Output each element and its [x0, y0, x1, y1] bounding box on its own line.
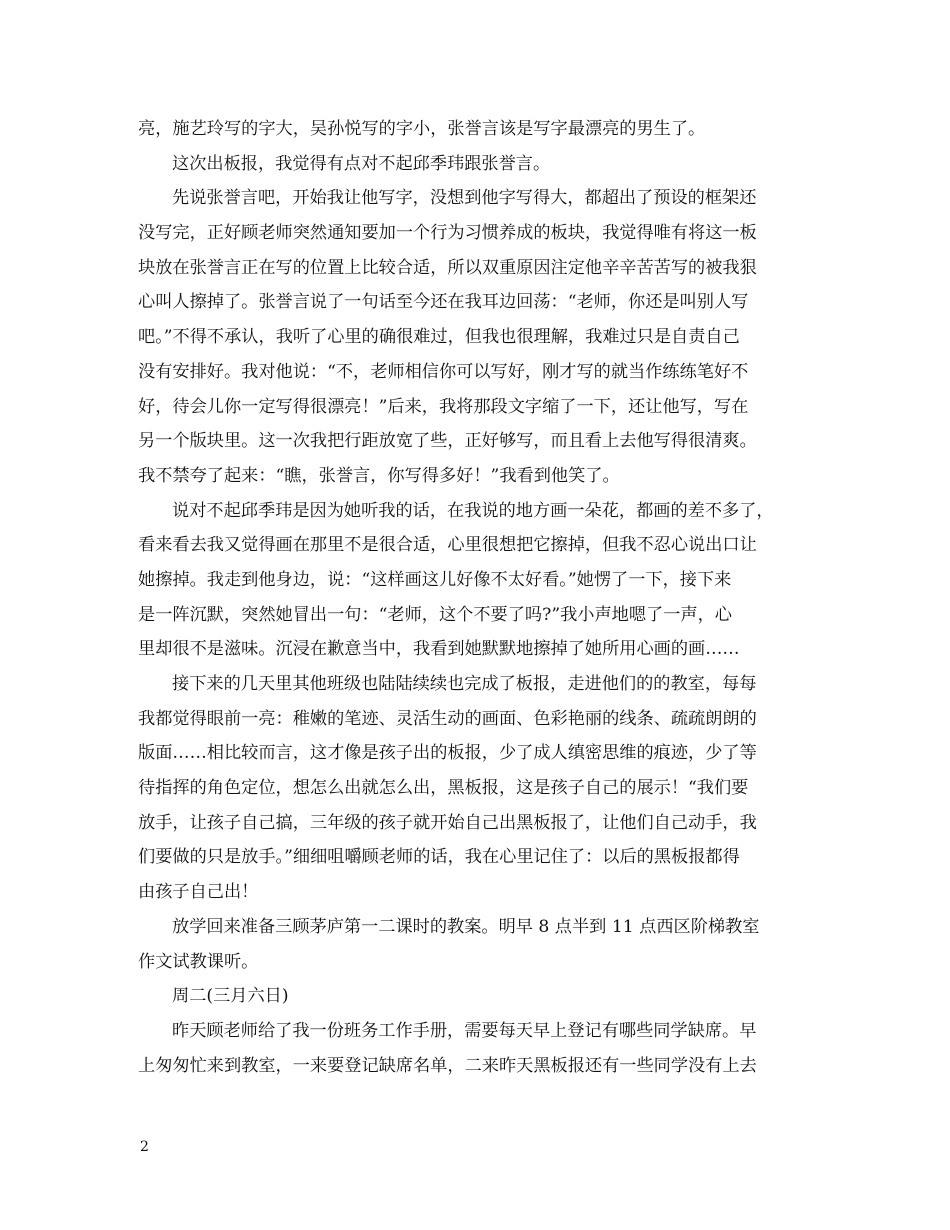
- body-text: [138, 112, 828, 1083]
- text-line: 作文试教课听。: [138, 951, 259, 972]
- text-line: 版面……相比较而言，这才像是孩子出的板报，少了成人缜密思维的痕迹，少了等: [138, 743, 757, 764]
- text-line: 我不禁夸了起来：“瞧，张誉言，你写得多好！”我看到他笑了。: [138, 465, 620, 486]
- text-line: 放手，让孩子自己搞，三年级的孩子就开始自己出黑板报了，让他们自己动手，我: [138, 812, 757, 833]
- text-line: 我都觉得眼前一亮：稚嫩的笔迹、灵活生动的画面、色彩艳丽的线条、疏疏朗朗的: [138, 708, 757, 729]
- text-line: 上匆匆忙来到教室，一来要登记缺席名单，二来昨天黑板报还有一些同学没有上去: [138, 1055, 757, 1076]
- text-line: 没写完，正好顾老师突然通知要加一个行为习惯养成的板块，我觉得唯有将这一板: [138, 223, 757, 244]
- text-line: 心叫人擦掉了。张誉言说了一句话至今还在我耳边回荡：“老师，你还是叫别人写: [138, 292, 749, 313]
- text-line: 她擦掉。我走到他身边，说：“这样画这儿好像不太好看。”她愣了一下，接下来: [138, 569, 732, 590]
- text-line: 没有安排好。我对他说：“不，老师相信你可以写好，刚才写的就当作练练笔好不: [138, 361, 749, 382]
- page-number: 2: [140, 1139, 149, 1155]
- text-line: 放学回来准备三顾茅庐第一二课时的教案。明早 8 点半到 11 点西区阶梯教室: [172, 916, 760, 937]
- text-line: 好，待会儿你一定写得很漂亮！”后来，我将那段文字缩了一下，还让他写，写在: [138, 396, 749, 417]
- text-line: 昨天顾老师给了我一份班务工作手册，需要每天早上登记有哪些同学缺席。早: [172, 1020, 757, 1041]
- section-heading: 周二(三月六日): [172, 986, 289, 1007]
- text-line: 这次出板报，我觉得有点对不起邱季玮跟张誉言。: [172, 153, 551, 174]
- text-line: 看来看去我又觉得画在那里不是很合适，心里很想把它擦掉，但我不忍心说出口让: [138, 535, 757, 556]
- text-line: 亮，施艺玲写的字大，吴孙悦写的字小，张誉言该是写字最漂亮的男生了。: [138, 119, 706, 139]
- text-line: 先说张誉言吧，开始我让他写字，没想到他字写得大，都超出了预设的框架还: [172, 188, 757, 209]
- text-line: 由孩子自己出！: [138, 882, 259, 903]
- text-line: 说对不起邱季玮是因为她听我的话，在我说的地方画一朵花，都画的差不多了，: [172, 500, 774, 521]
- text-line: 们要做的只是放手。”细细咀嚼顾老师的话，我在心里记住了：以后的黑板报都得: [138, 847, 740, 868]
- text-line: 吧。”不得不承认，我听了心里的确很难过，但我也很理解，我难过只是自责自己: [138, 327, 740, 348]
- text-line: 里却很不是滋味。沉浸在歉意当中，我看到她默默地擦掉了她所用心画的画……: [138, 639, 740, 660]
- text-line: 待指挥的角色定位，想怎么出就怎么出，黑板报，这是孩子自己的展示！“我们要: [138, 778, 749, 799]
- text-line: 是一阵沉默，突然她冒出一句：“老师，这个不要了吗?”我小声地嗯了一声，心: [138, 604, 732, 625]
- text-line: 另一个版块里。这一次我把行距放宽了些，正好够写，而且看上去他写得很清爽。: [138, 431, 757, 452]
- text-line: 接下来的几天里其他班级也陆陆续续也完成了板报，走进他们的的教室，每每: [172, 674, 757, 694]
- text-line: 块放在张誉言正在写的位置上比较合适，所以双重原因注定他辛辛苦苦写的被我狠: [138, 257, 757, 278]
